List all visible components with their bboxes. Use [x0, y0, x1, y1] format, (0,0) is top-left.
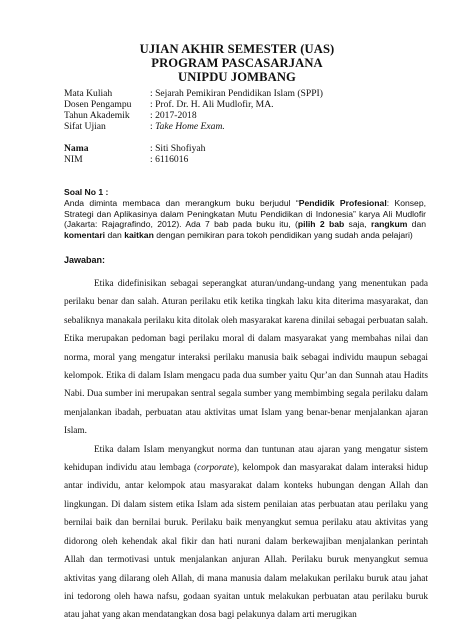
info-row-nama [64, 143, 323, 154]
info-value: : 6116016 [150, 154, 189, 165]
info-value [150, 121, 225, 132]
question-text: dan [407, 219, 427, 230]
spacer [64, 132, 323, 143]
info-row-nim [64, 154, 323, 165]
question-text: dengan pemikiran para tokoh pendidikan yang sudah anda pelajari) [153, 229, 413, 240]
question-text: dan [105, 229, 125, 240]
question-title: Soal No 1 : [64, 187, 109, 197]
info-label: Dosen Pengampu [64, 99, 132, 110]
info-value: : 2017-2018 [150, 110, 197, 121]
answer-text: Etika didefinisikan sebagai seperangkat aturan/undang-undang yang menentukan pada perilaku benar dan salah. Aturan perilaku etik ketika tingkah laku kita diterima masyarakat, dan sebaliknya manakala perilaku kita ditolak oleh masyarakat karena dinilai sebagai perbuatan salah. Etika merupakan pedoman bagi perilaku moral di dalam masyarakat yang membahas nilai dan norma, moral yang mengatur interaksi perilaku manusia baik sebagai individu maupun sebagai kelompok. Etika di dalam Islam mengacu pada dua sumber yaitu Qur’an dan Sunnah atau Hadits Nabi. Dua sumber ini merupakan sentral segala sumber yang membimbing segala perilaku dalam menjalankan ibadah, perbuatan atau aktivitas umat Islam yang benar-benar menjalankan ajaran Islam. [64, 279, 428, 437]
info-label: NIM [64, 154, 83, 165]
question-text-bold: rangkum [371, 219, 408, 230]
question-body [64, 198, 426, 240]
answer-text: Etika dalam Islam menyangkut norma dan tuntunan atau ajaran yang mengatur sistem kehidupan individu atau lembaga ( [64, 444, 428, 474]
info-label: Sifat Ujian [64, 121, 106, 132]
header-title-line-2: PROGRAM PASCASARJANA [151, 56, 323, 70]
question-text: Anda diminta membaca dan merangkum buku berjudul “ [64, 198, 299, 209]
question-text-bold: kaitkan [124, 229, 154, 240]
answer-paragraph-1 [64, 275, 428, 441]
question-text-bold: pilih 2 bab [297, 219, 345, 230]
info-value: : Siti Shofiyah [150, 143, 206, 154]
info-value: : Sejarah Pemikiran Pendidikan Islam (SPPI) [150, 88, 323, 99]
info-value: : Prof. Dr. H. Ali Mudlofir, MA. [150, 99, 274, 110]
question-text-bold: Pendidik Profesional [298, 198, 387, 209]
answer-text-italic: corporate [197, 463, 234, 474]
info-row-tahun [64, 110, 323, 121]
info-value-italic: Take Home Exam. [155, 121, 225, 132]
info-colon: : [150, 121, 156, 132]
question-text-bold: komentari [64, 229, 106, 240]
answer-text: ), kelompok dan masyarakat dalam interaksi hidup antar individu, antar kelompok atau masyarakat dalam konteks hubungan dengan Allah dan lingkungan. Di dalam sistem etika Islam ada sistem penilaian atas perbuatan atau perilaku yang bernilai baik dan bernilai buruk. Perilaku baik menyangkut semua perilaku atau aktivitas yang didorong oleh kehendak akal fikir dan hati nurani dalam berkewajiban menjalankan perintah Allah dan termotivasi untuk menjalankan anjuran Allah. Perilaku buruk menyangkut semua aktivitas yang dilarang oleh Allah, di mana manusia dalam melakukan perilaku buruk atau jahat ini tedorong oleh hawa nafsu, godaan syaitan untuk melakukan perbuatan atau perilaku buruk atau jahat yang akan mendatangkan dosa bagi pelakunya dalam arti merugikan [64, 463, 428, 621]
answer-paragraph-2 [64, 441, 428, 625]
info-row-mata-kuliah [64, 88, 323, 99]
question-section [64, 187, 426, 240]
info-label: Nama [64, 143, 89, 154]
answer-title: Jawaban: [64, 255, 106, 265]
header-title-line-1: UJIAN AKHIR SEMESTER (UAS) [139, 42, 335, 56]
info-label: Tahun Akademik [64, 110, 130, 121]
answer-section [64, 255, 428, 625]
question-text: : Konsep, Strategi dan Aplikasinya dalam Peningkatan Mutu Pendidikan di Indonesia” karya Ali Mudlofir (Jakarta: Rajagrafindo, 2012). Ada 7 bab pada buku itu, ( [64, 198, 426, 230]
info-label: Mata Kuliah [64, 88, 113, 99]
document-header [0, 42, 474, 84]
header-title-line-3: UNIPDU JOMBANG [178, 70, 296, 84]
question-text: saja, [344, 219, 372, 230]
info-row-dosen [64, 99, 323, 110]
exam-info-block [64, 88, 323, 165]
info-row-sifat [64, 121, 323, 132]
